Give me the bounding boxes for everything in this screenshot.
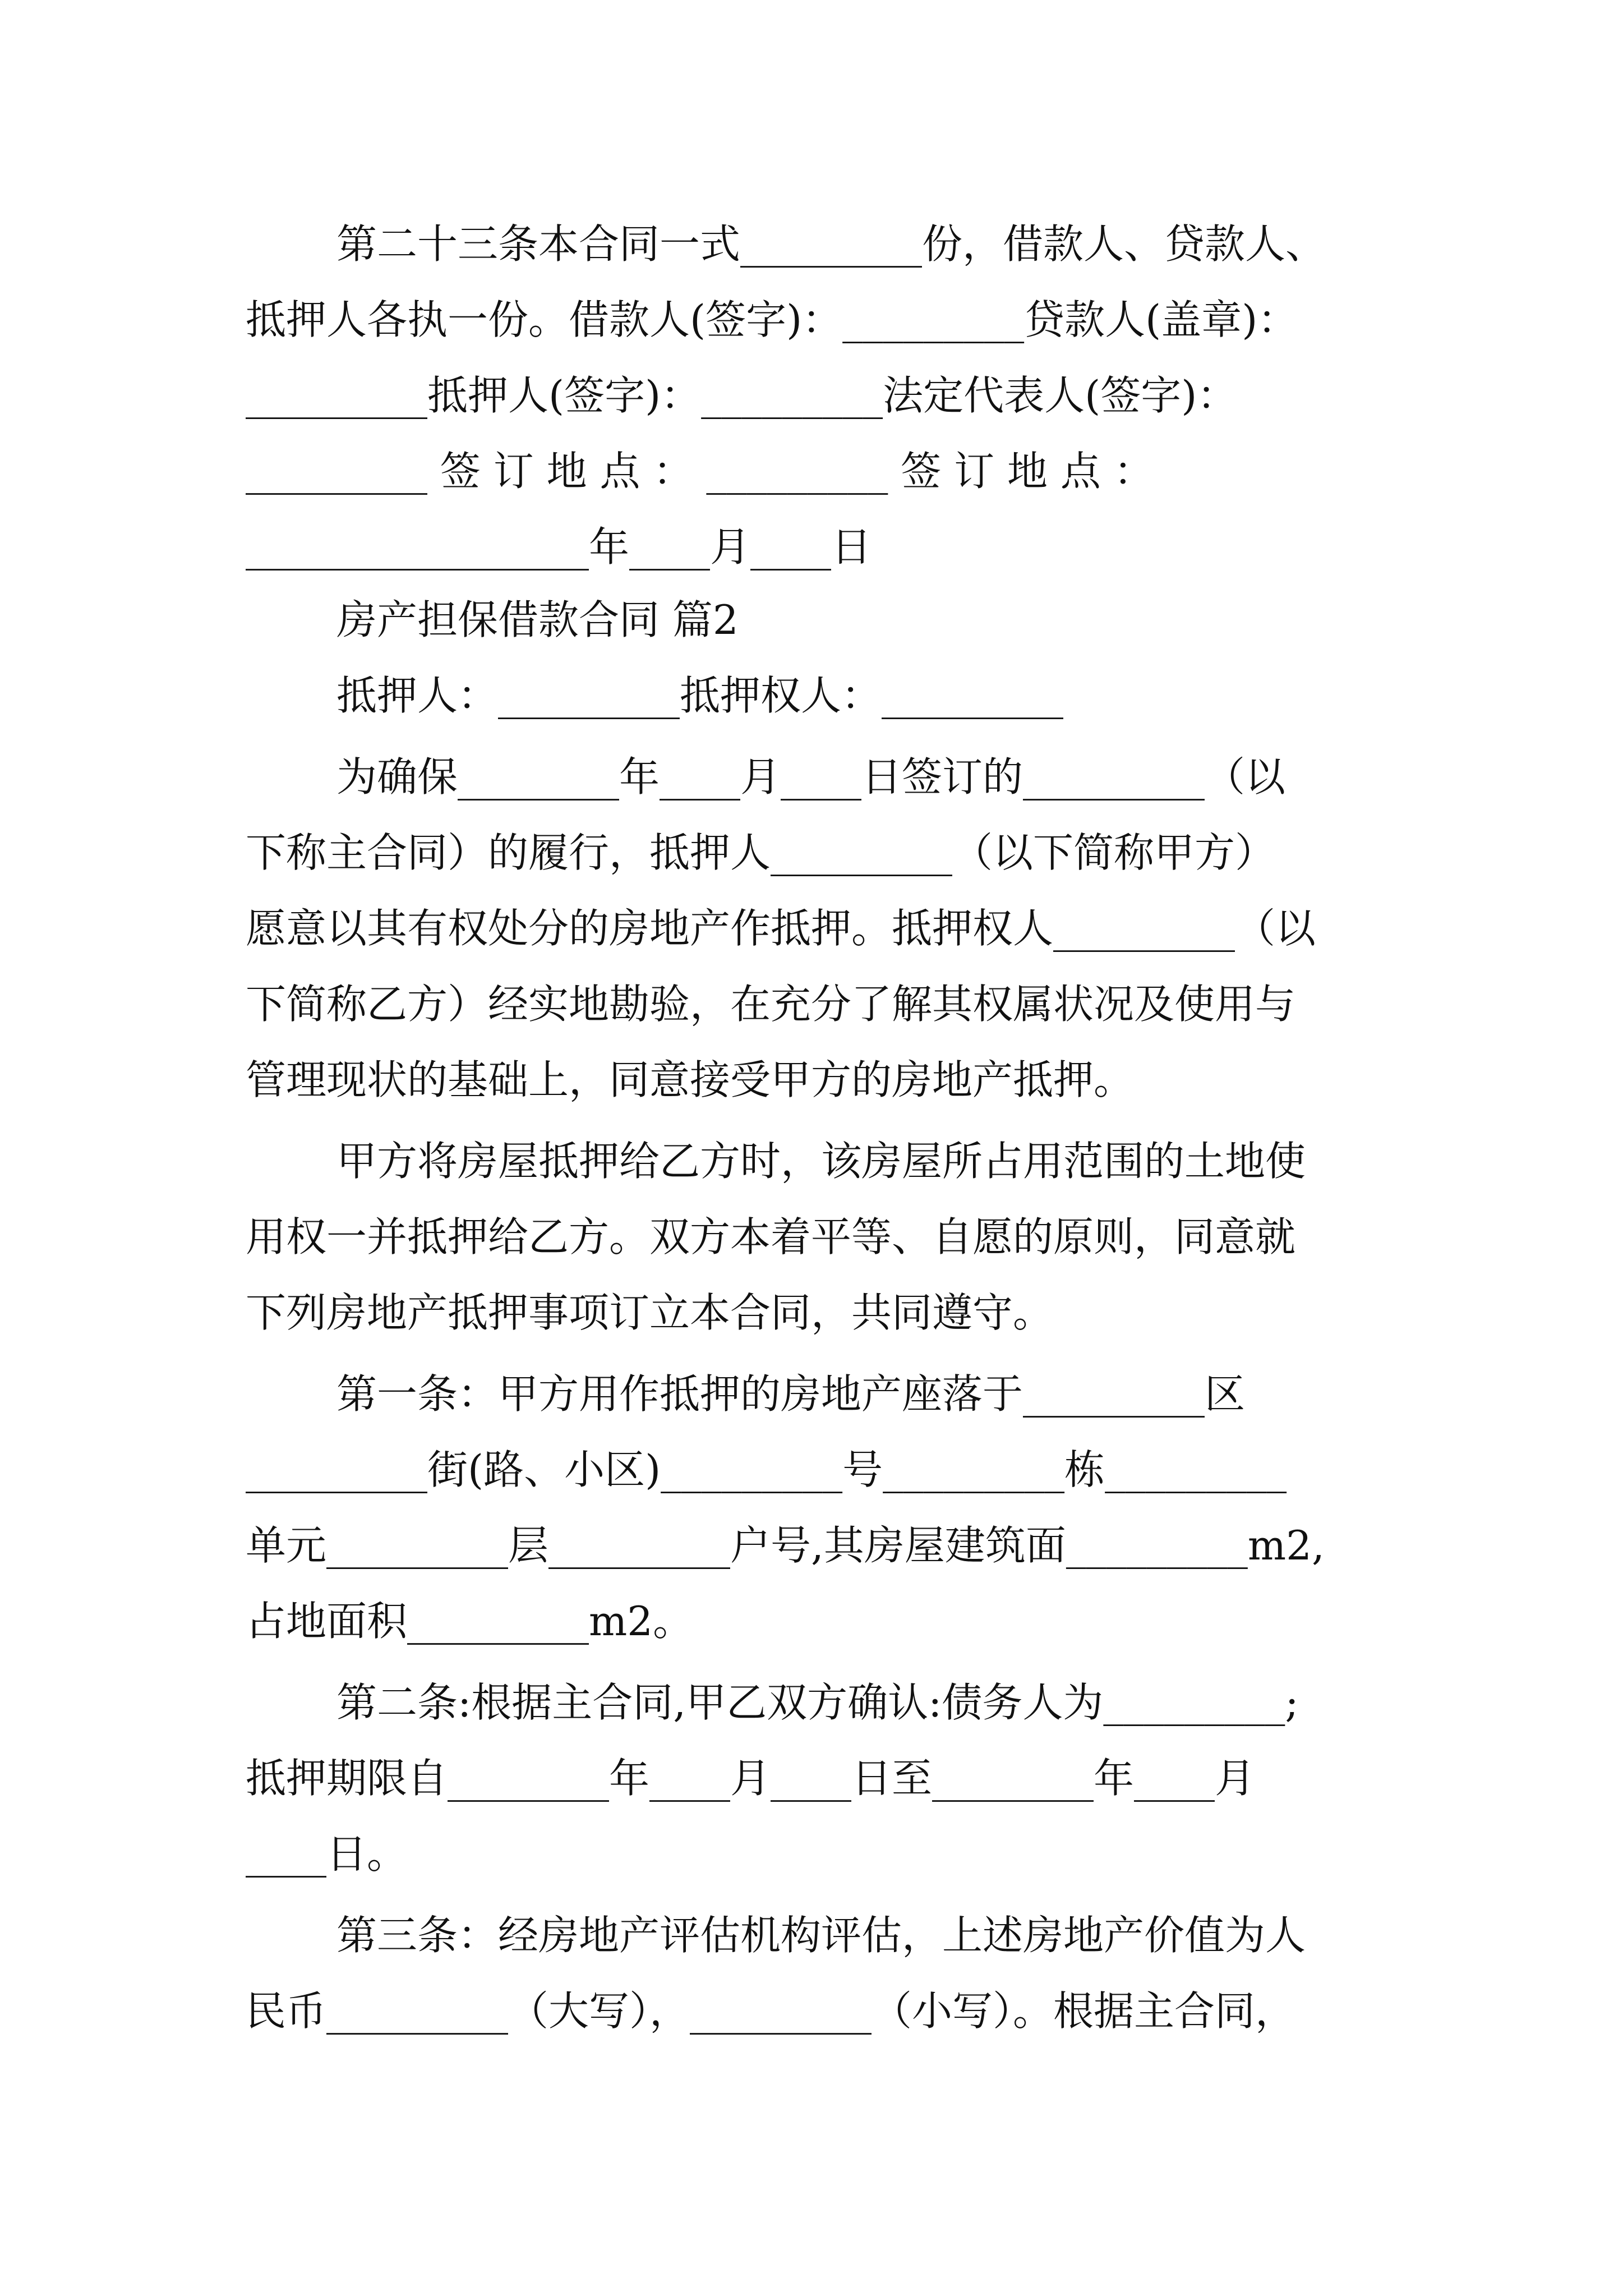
text-line: 抵押期限自________年____月____日至________年____月 [246,1755,1256,1802]
text-line: ____日。 [246,1830,408,1878]
text-line: 甲方将房屋抵押给乙方时，该房屋所占用范围的土地使 [336,1138,1306,1185]
text-line: 下称主合同）的履行，抵押人_________（以下简称甲方） [246,829,1276,876]
text-line: 抵押人：_________抵押权人：_________ [336,672,1064,719]
text-line: _________抵押人(签字)：_________法定代表人(签字)： [246,372,1238,419]
text-line: 愿意以其有权处分的房地产作抵押。抵押权人_________（以 [246,905,1316,952]
text-line: 第二条:根据主合同,甲乙双方确认:债务人为_________; [336,1679,1299,1726]
text-line: 管理现状的基础上，同意接受甲方的房地产抵押。 [246,1056,1135,1103]
text-line: 占地面积_________m2。 [246,1598,694,1645]
text-line: 第一条：甲方用作抵押的房地产座落于_________区 [336,1370,1246,1418]
text-line: _________________年____月____日 [246,523,872,570]
text-line: 民币_________（大写），_________（小写）。根据主合同， [246,1987,1296,2035]
text-line: _________ 签 订 地 点 ： _________ 签 订 地 点 ： [246,448,1154,495]
text-line: 下列房地产抵押事项订立本合同，共同遵守。 [246,1289,1054,1336]
text-line: 第三条：经房地产评估机构评估，上述房地产价值为人 [336,1912,1306,1959]
text-line: 抵押人各执一份。借款人(签字)：_________贷款人(盖章)： [246,296,1298,343]
text-line: 用权一并抵押给乙方。双方本着平等、自愿的原则，同意就 [246,1213,1296,1260]
text-line: 第二十三条本合同一式_________份，借款人、贷款人、 [336,220,1326,268]
text-line: _________街(路、小区)_________号_________栋_________ [246,1446,1287,1493]
section-heading: 房产担保借款合同 篇2 [336,596,739,643]
text-line: 为确保________年____月____日签订的_________（以 [336,753,1286,800]
text-line: 下简称乙方）经实地勘验，在充分了解其权属状况及使用与 [246,981,1296,1028]
text-line: 单元_________层_________户号,其房屋建筑面_________m2, [246,1522,1325,1569]
